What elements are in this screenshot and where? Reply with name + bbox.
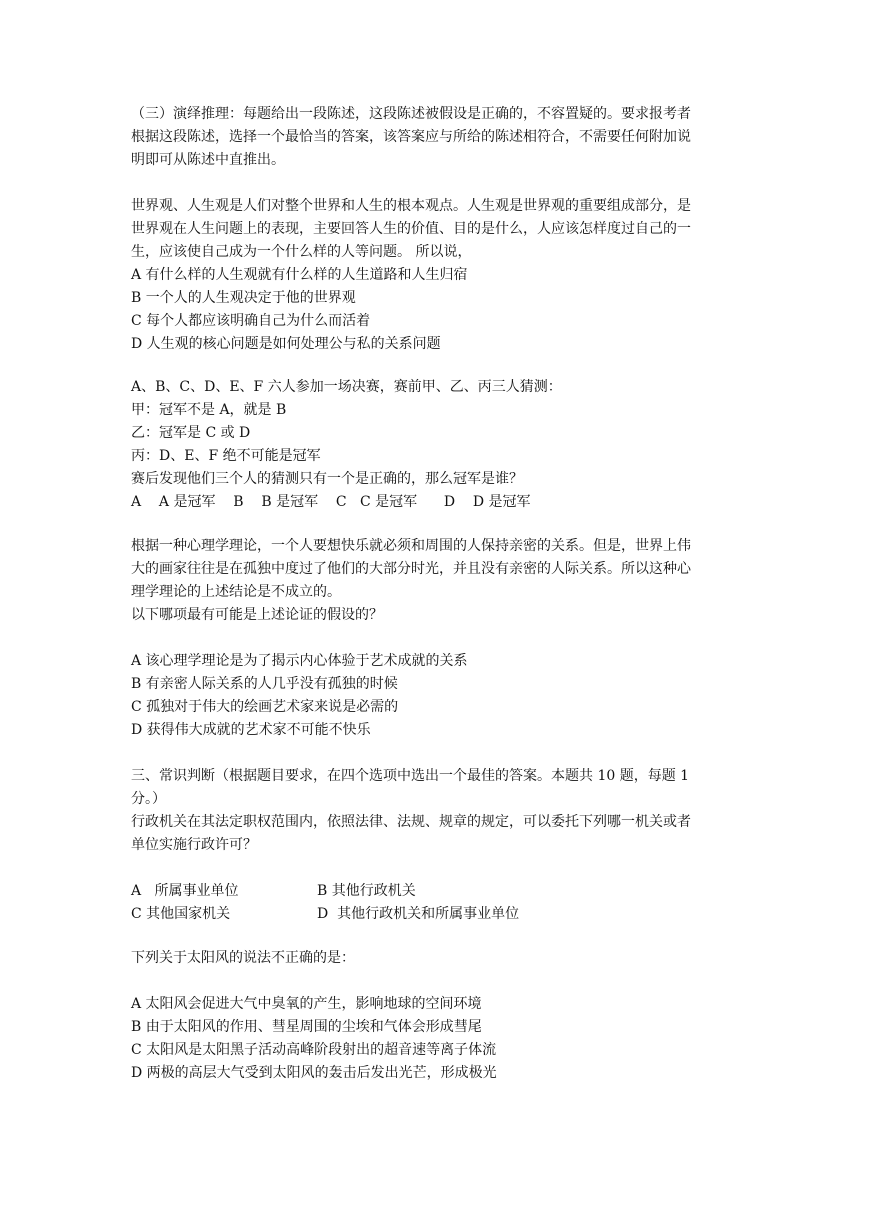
question-stem-line: 生，应该使自己成为一个什么样的人等问题。 所以说， [131,244,472,260]
guess-yi: 乙：冠军是 C 或 D [131,425,251,441]
option-b: B 有亲密人际关系的人几乎没有孤独的时候 [131,676,398,692]
question-3 [131,535,741,627]
option-b: B 一个人的人生观决定于他的世界观 [131,290,356,306]
intro-line: 明即可从陈述中直推出。 [131,152,285,168]
question-stem-line: A、B、C、D、E、F 六人参加一场决赛，赛前甲、乙、丙三人猜测： [131,379,562,395]
section-heading-line: 三、常识判断（根据题目要求，在四个选项中选出一个最佳的答案。本题共 10 题，每题 1 [131,768,690,784]
option-c: C 其他国家机关 [131,906,231,922]
question-stem-line: 行政机关在其法定职权范围内，依照法律、法规、规章的规定，可以委托下列哪一机关或者 [131,814,691,830]
intro-paragraph [131,103,741,172]
option-d: D 其他行政机关和所属事业单位 [317,906,520,922]
options-row: A A 是冠军 B B 是冠军 C C 是冠军 D D 是冠军 [131,494,531,510]
option-a: A 太阳风会促进大气中臭氧的产生，影响地球的空间环境 [131,996,482,1012]
question-prompt: 以下哪项最有可能是上述论证的假设的？ [131,607,383,623]
option-a: A 所属事业单位 [131,883,239,899]
options-row [131,903,741,926]
question-stem-line: 根据一种心理学理论，一个人要想快乐就必须和周围的人保持亲密的关系。但是，世界上伟 [131,538,691,554]
option-c: C 太阳风是太阳黑子活动高峰阶段射出的超音速等离子体流 [131,1042,497,1058]
question-stem-line: 赛后发现他们三个人的猜测只有一个是正确的，那么冠军是谁？ [131,471,523,487]
question-4 [131,811,741,857]
option-b: B 由于太阳风的作用、彗星周围的尘埃和气体会形成彗尾 [131,1019,482,1035]
question-5-options [131,993,741,1085]
option-c: C 孤独对于伟大的绘画艺术家来说是必需的 [131,699,399,715]
question-2 [131,376,741,514]
options-row [131,880,741,903]
option-a: A 该心理学理论是为了揭示内心体验于艺术成就的关系 [131,653,468,669]
option-a: A 有什么样的人生观就有什么样的人生道路和人生归宿 [131,267,468,283]
guess-bing: 丙：D、E、F 绝不可能是冠军 [131,448,321,464]
question-stem-line: 下列关于太阳风的说法不正确的是： [131,950,355,966]
intro-line: （三）演绎推理：每题给出一段陈述，这段陈述被假设是正确的，不容置疑的。要求报考者 [131,106,691,122]
question-5 [131,947,741,970]
option-d: D 人生观的核心问题是如何处理公与私的关系问题 [131,336,441,352]
question-stem-line: 世界观、人生观是人们对整个世界和人生的根本观点。人生观是世界观的重要组成部分，是 [131,198,691,214]
question-3-options [131,650,741,742]
option-d: D 获得伟大成就的艺术家不可能不快乐 [131,722,371,738]
question-1 [131,195,741,356]
question-stem-line: 大的画家往往是在孤独中度过了他们的大部分时光，并且没有亲密的人际关系。所以这种心 [131,561,691,577]
question-4-options [131,880,741,926]
option-d: D 两极的高层大气受到太阳风的轰击后发出光芒，形成极光 [131,1065,497,1081]
option-b: B 其他行政机关 [317,883,416,899]
section-heading [131,765,741,811]
question-stem-line: 理学理论的上述结论是不成立的。 [131,584,341,600]
guess-jia: 甲：冠军不是 A，就是 B [131,402,287,418]
question-stem-line: 世界观在人生问题上的表现，主要回答人生的价值、目的是什么，人应该怎样度过自己的一 [131,221,691,237]
option-c: C 每个人都应该明确自己为什么而活着 [131,313,371,329]
section-heading-line: 分。） [131,791,166,807]
intro-line: 根据这段陈述，选择一个最恰当的答案，该答案应与所给的陈述相符合，不需要任何附加说 [131,129,691,145]
question-stem-line: 单位实施行政许可？ [131,837,257,853]
